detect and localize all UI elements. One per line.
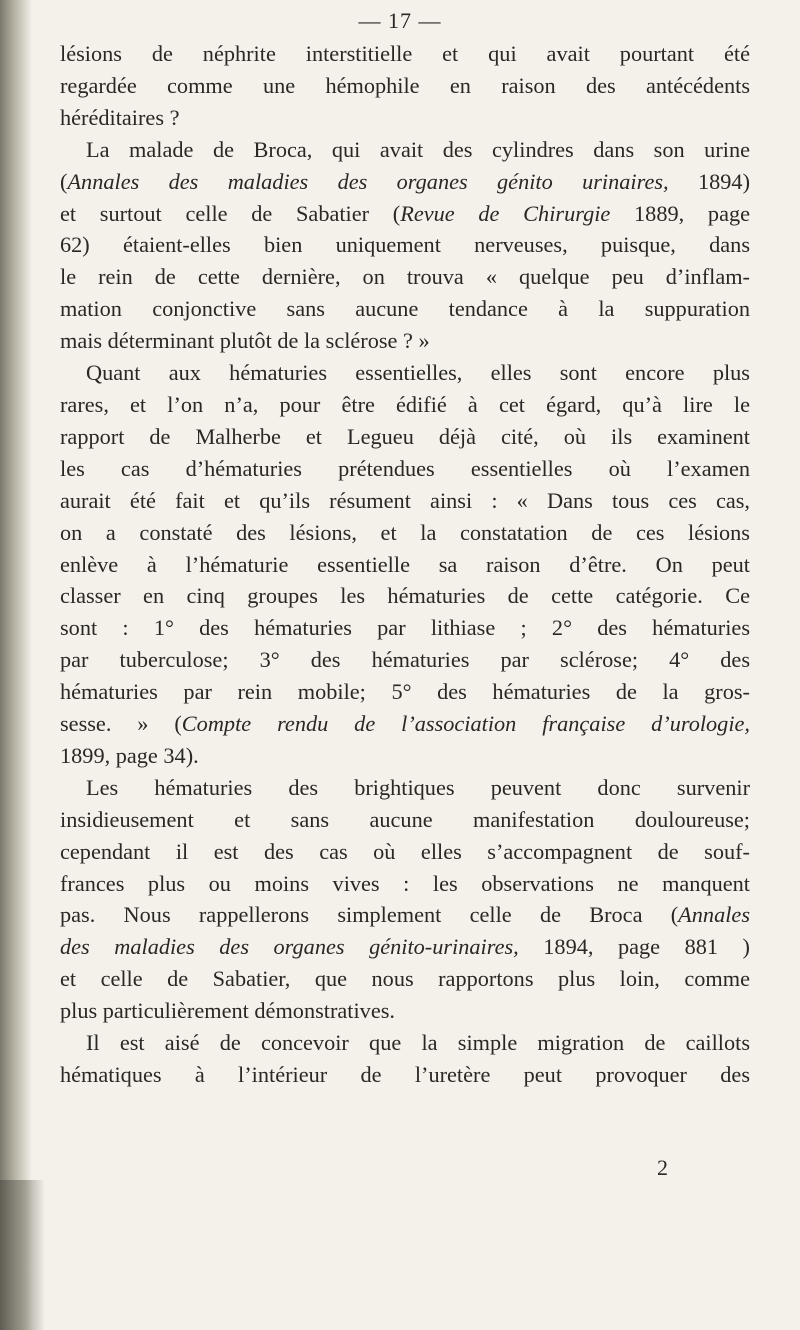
text-line xyxy=(60,836,750,868)
text-segment: par tuberculose; 3° des hématuries par sclérose; 4° des xyxy=(60,647,750,673)
body-text xyxy=(60,38,750,1091)
text-line xyxy=(60,804,750,836)
text-segment: La malade de Broca, qui avait des cylindres dans son urine xyxy=(86,136,750,162)
text-segment: mais déterminant plutôt de la sclérose ? » xyxy=(60,328,430,354)
citation-title: Compte rendu de l’association française d’urologie, xyxy=(181,711,750,737)
text-segment: aurait été fait et qu’ils résument ainsi : « Dans tous ces cas, xyxy=(60,487,750,513)
text-segment: sesse. » ( xyxy=(60,711,182,737)
citation-title: Annales xyxy=(678,902,750,928)
text-segment: frances plus ou moins vives : les observations ne manquent xyxy=(60,870,750,896)
text-line xyxy=(60,612,750,644)
text-segment: 1899, page 34). xyxy=(60,742,199,768)
text-line xyxy=(60,580,750,612)
text-segment: insidieusement et sans aucune manifestation douloureuse; xyxy=(60,806,750,832)
text-segment: regardée comme une hémophile en raison des antécédents xyxy=(60,72,750,98)
text-segment: Quant aux hématuries essentielles, elles sont encore plus xyxy=(86,360,750,386)
text-line xyxy=(60,1059,750,1091)
text-line xyxy=(60,708,750,740)
text-line xyxy=(60,485,750,517)
text-line xyxy=(60,389,750,421)
text-line xyxy=(60,995,750,1027)
text-segment: hématuries par rein mobile; 5° des hématuries de la gros- xyxy=(60,679,750,705)
text-segment: héréditaires ? xyxy=(60,104,180,130)
binding-shadow-bottom xyxy=(0,1180,45,1330)
text-segment: et celle de Sabatier, que nous rapportons plus loin, comme xyxy=(60,966,750,992)
text-line xyxy=(60,102,750,134)
text-line xyxy=(60,676,750,708)
text-segment: 1889, page xyxy=(610,200,751,226)
text-line xyxy=(60,549,750,581)
text-segment: cependant il est des cas où elles s’accompagnent de souf- xyxy=(60,838,750,864)
text-segment: sont : 1° des hématuries par lithiase ; 2° des hématuries xyxy=(60,615,750,641)
text-segment: 1894) xyxy=(668,168,750,194)
text-segment: mation conjonctive sans aucune tendance à la suppuration xyxy=(60,296,750,322)
text-segment: on a constaté des lésions, et la constatation de ces lésions xyxy=(60,519,750,545)
text-line xyxy=(60,293,750,325)
text-segment: les cas d’hématuries prétendues essentielles où l’examen xyxy=(60,455,750,481)
citation-title: des maladies des organes génito-urinaires, xyxy=(60,934,519,960)
text-segment: classer en cinq groupes les hématuries de cette catégorie. Ce xyxy=(60,583,750,609)
text-line xyxy=(60,421,750,453)
text-line xyxy=(60,134,750,166)
text-line xyxy=(60,325,750,357)
text-line xyxy=(60,899,750,931)
signature-mark: 2 xyxy=(657,1155,668,1180)
text-segment: 62) étaient-elles bien uniquement nerveuses, puisque, dans xyxy=(60,232,750,258)
binding-shadow xyxy=(0,0,32,1330)
text-line xyxy=(60,198,750,230)
text-line xyxy=(60,1027,750,1059)
text-segment: ( xyxy=(60,168,68,194)
text-segment: et surtout celle de Sabatier ( xyxy=(60,200,401,226)
text-line xyxy=(60,931,750,963)
text-segment: enlève à l’hématurie essentielle sa raison d’être. On peut xyxy=(60,551,750,577)
text-segment: Les hématuries des brightiques peuvent donc survenir xyxy=(86,774,750,800)
text-line xyxy=(60,357,750,389)
citation-title: Annales des maladies des organes génito urinaires, xyxy=(67,168,669,194)
citation-title: Revue de Chirurgie xyxy=(400,200,611,226)
text-segment: le rein de cette dernière, on trouva « quelque peu d’inflam- xyxy=(60,264,750,290)
text-segment: Il est aisé de concevoir que la simple migration de caillots xyxy=(86,1030,750,1056)
text-line xyxy=(60,261,750,293)
text-line xyxy=(60,166,750,198)
text-segment: rares, et l’on n’a, pour être édifié à cet égard, qu’à lire le xyxy=(60,391,750,417)
text-line xyxy=(60,644,750,676)
text-segment: 1894, page 881 ) xyxy=(518,934,750,960)
text-line xyxy=(60,963,750,995)
text-segment: hématiques à l’intérieur de l’uretère peut provoquer des xyxy=(60,1062,750,1087)
text-line xyxy=(60,453,750,485)
text-line xyxy=(60,517,750,549)
text-line xyxy=(60,740,750,772)
text-line xyxy=(60,229,750,261)
text-line xyxy=(60,868,750,900)
text-line xyxy=(60,38,750,70)
text-segment: plus particulièrement démonstratives. xyxy=(60,998,395,1024)
text-segment: rapport de Malherbe et Legueu déjà cité, où ils examinent xyxy=(60,423,750,449)
text-line xyxy=(60,70,750,102)
text-segment: pas. Nous rappellerons simplement celle de Broca ( xyxy=(60,902,679,928)
text-line xyxy=(60,772,750,804)
text-segment: lésions de néphrite interstitielle et qui avait pourtant été xyxy=(60,41,750,66)
page-number: — 17 — xyxy=(358,8,442,33)
